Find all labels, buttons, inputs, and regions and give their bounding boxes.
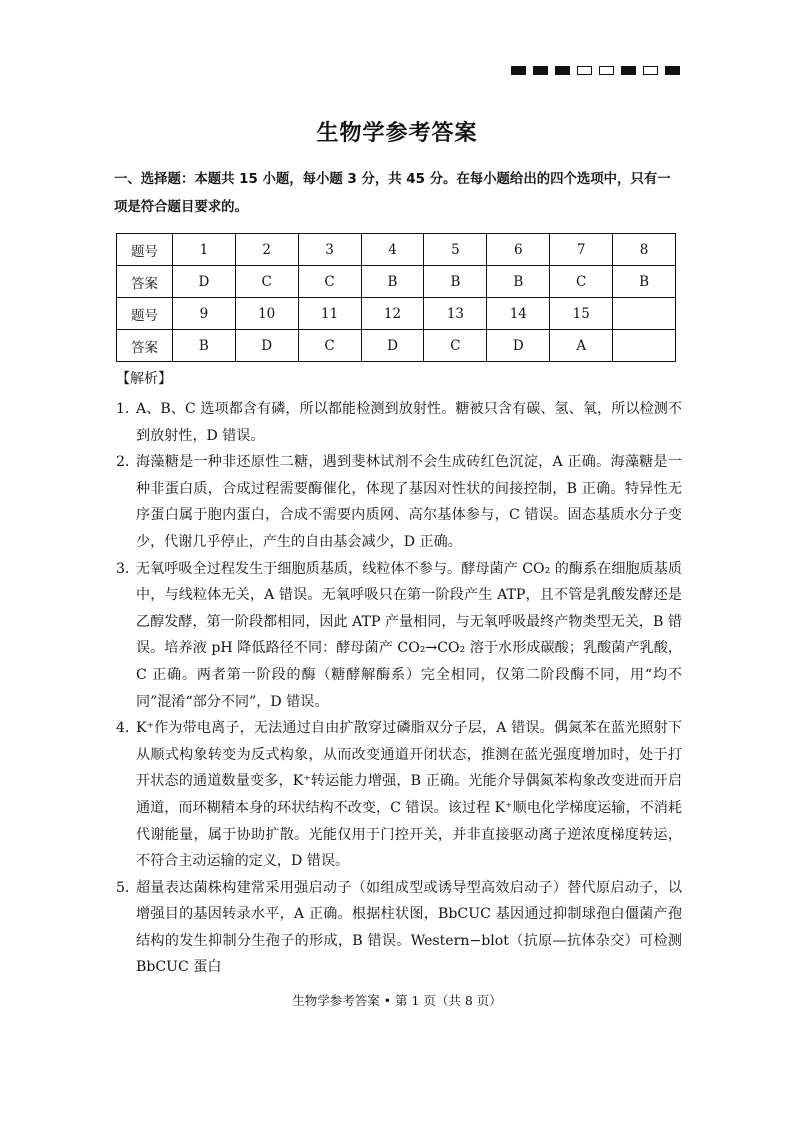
table-cell xyxy=(613,298,676,330)
header-marks xyxy=(511,66,680,75)
table-cell: 11 xyxy=(298,298,361,330)
header-mark xyxy=(665,66,680,75)
table-cell xyxy=(613,330,676,362)
explanation-item xyxy=(116,556,682,716)
explanation-text: 海藻糖是一种非还原性二糖，遇到斐林试剂不会生成砖红色沉淀，A 正确。海藻糖是一种非蛋白质，合成过程需要酶催化，体现了基因对性状的间接控制，B 正确。特异性无序蛋白属于胞内蛋白，合成不需要内质网、高尔基体参与，C 错误。固态基质水分子变少，代谢几乎停止，产生的自由基会减少，D 正确。 xyxy=(136,454,682,550)
table-row xyxy=(117,234,676,266)
table-cell: 14 xyxy=(487,298,550,330)
page-footer: 生物学参考答案 • 第 1 页（共 8 页） xyxy=(292,993,502,1008)
table-cell: A xyxy=(550,330,613,362)
page-title: 生物学参考答案 xyxy=(316,121,478,146)
table-row xyxy=(117,330,676,362)
table-cell: 12 xyxy=(361,298,424,330)
table-cell: D xyxy=(235,330,298,362)
table-cell: 10 xyxy=(235,298,298,330)
table-cell: 4 xyxy=(361,234,424,266)
row-header-cell: 题号 xyxy=(117,298,173,330)
header-mark xyxy=(643,66,658,75)
table-cell: B xyxy=(361,266,424,298)
table-cell: 5 xyxy=(424,234,487,266)
explanation-list xyxy=(116,396,682,981)
table-row xyxy=(117,266,676,298)
table-cell: 15 xyxy=(550,298,613,330)
explanation-number: 4． xyxy=(116,720,140,737)
explanation-text: 超量表达菌株构建常采用强启动子（如组成型或诱导型高效启动子）替代原启动子，以增强目的基因转录水平，A 正确。根据柱状图，BbCUC 基因通过抑制球孢白僵菌产孢结构的发生抑制分生孢子的形成，B 错误。Western−blot（抗原—抗体杂交）可检测 BbCUC 蛋白 xyxy=(136,879,682,976)
table-cell: C xyxy=(298,266,361,298)
header-mark xyxy=(555,66,570,75)
row-header-cell: 题号 xyxy=(117,234,173,266)
table-cell: 8 xyxy=(613,234,676,266)
table-cell: C xyxy=(424,330,487,362)
table-cell: 7 xyxy=(550,234,613,266)
explanation-text: 无氧呼吸全过程发生于细胞质基质，线粒体不参与。酵母菌产 CO₂ 的酶系在细胞质基质中，与线粒体无关，A 错误。无氧呼吸只在第一阶段产生 ATP，且不管是乳酸发酵还是乙醇发酵，第一阶段都相同，因此 ATP 产量相同，与无氧呼吸最终产物类型无关，B 错误。培养液 pH 降低路径不同：酵母菌产 CO₂→CO₂ 溶于水形成碳酸；乳酸菌产乳酸，C 正确。两者第一阶段的酶（糖酵解酶系）完全相同，仅第二阶段酶不同，用“均不同”混淆“部分不同”，D 错误。 xyxy=(136,560,682,710)
explanation-item xyxy=(116,449,682,555)
table-cell: 6 xyxy=(487,234,550,266)
header-mark xyxy=(599,66,614,75)
table-cell: B xyxy=(424,266,487,298)
explanation-number: 5． xyxy=(116,879,140,896)
section-heading: 一、选择题：本题共 15 小题，每小题 3 分，共 45 分。在每小题给出的四个选项中，只有一项是符合题目要求的。 xyxy=(114,172,671,215)
row-header-cell: 答案 xyxy=(117,266,173,298)
table-cell: D xyxy=(172,266,235,298)
header-mark xyxy=(511,66,526,75)
table-cell: B xyxy=(613,266,676,298)
explanation-number: 3． xyxy=(116,560,140,577)
table-cell: B xyxy=(487,266,550,298)
table-cell: 2 xyxy=(235,234,298,266)
header-mark xyxy=(533,66,548,75)
header-mark xyxy=(577,66,592,75)
table-cell: 3 xyxy=(298,234,361,266)
explanation-number: 2． xyxy=(116,454,140,471)
explanation-text: K⁺作为带电离子，无法通过自由扩散穿过磷脂双分子层，A 错误。偶氮苯在蓝光照射下从顺式构象转变为反式构象，从而改变通道开闭状态，推测在蓝光强度增加时，处于打开状态的通道数量变多，K⁺转运能力增强，B 正确。光能介导偶氮苯构象改变进而开启通道，而环糊精本身的环状结构不改变，C 错误。该过程 K⁺顺电化学梯度运输，不消耗代谢能量，属于协助扩散。光能仅用于门控开关，并非直接驱动离子逆浓度梯度转运，不符合主动运输的定义，D 错误。 xyxy=(136,720,682,870)
table-cell: 1 xyxy=(172,234,235,266)
table-cell: 9 xyxy=(172,298,235,330)
table-cell: 13 xyxy=(424,298,487,330)
explanation-number: 1． xyxy=(116,401,140,417)
analysis-label: 【解析】 xyxy=(116,371,172,387)
table-cell: D xyxy=(361,330,424,362)
table-cell: C xyxy=(235,266,298,298)
explanation-item xyxy=(116,396,682,449)
explanation-text: A、B、C 选项都含有磷，所以都能检测到放射性。糖被只含有碳、氢、氧，所以检测不到放射性，D 错误。 xyxy=(136,401,682,444)
table-cell: B xyxy=(172,330,235,362)
explanation-item xyxy=(116,875,682,981)
table-row xyxy=(117,298,676,330)
table-cell: D xyxy=(487,330,550,362)
table-cell: C xyxy=(298,330,361,362)
answer-table xyxy=(116,233,676,362)
row-header-cell: 答案 xyxy=(117,330,173,362)
explanation-item xyxy=(116,715,682,875)
header-mark xyxy=(621,66,636,75)
table-cell: C xyxy=(550,266,613,298)
